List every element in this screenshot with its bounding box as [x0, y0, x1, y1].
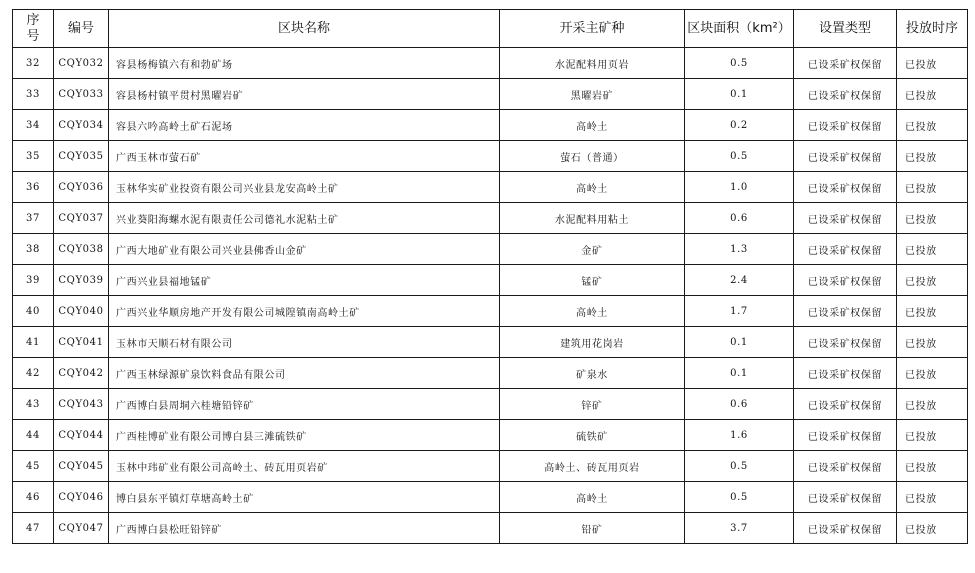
- cell-setting-type: 已设采矿权保留: [794, 234, 897, 265]
- cell-main-mineral: 水泥配料用页岩: [500, 48, 685, 79]
- cell-release-timing: 已投放: [897, 389, 968, 420]
- cell-block-name: 玉林中玮矿业有限公司高岭土、砖瓦用页岩矿: [109, 451, 500, 482]
- table-row: [13, 327, 968, 358]
- header-block-name: 区块名称: [109, 10, 500, 48]
- cell-serial-number: 38: [13, 234, 54, 265]
- table-row: [13, 265, 968, 296]
- cell-setting-type: 已设采矿权保留: [794, 389, 897, 420]
- cell-block-area: 0.5: [685, 48, 794, 79]
- cell-setting-type: 已设采矿权保留: [794, 296, 897, 327]
- cell-release-timing: 已投放: [897, 482, 968, 513]
- cell-block-name: 广西兴业县福地锰矿: [109, 265, 500, 296]
- cell-main-mineral: 高岭土: [500, 482, 685, 513]
- table-body: [13, 48, 968, 544]
- cell-block-name: 广西博白县松旺铅锌矿: [109, 513, 500, 544]
- cell-serial-number: 34: [13, 110, 54, 141]
- cell-block-name: 广西桂博矿业有限公司博白县三滩硫铁矿: [109, 420, 500, 451]
- cell-code: CQY046: [54, 482, 109, 513]
- table-row: [13, 141, 968, 172]
- cell-serial-number: 37: [13, 203, 54, 234]
- cell-block-area: 0.5: [685, 141, 794, 172]
- cell-serial-number: 32: [13, 48, 54, 79]
- cell-setting-type: 已设采矿权保留: [794, 451, 897, 482]
- cell-block-name: 广西兴业华顺房地产开发有限公司城隍镇南高岭土矿: [109, 296, 500, 327]
- cell-block-area: 0.6: [685, 389, 794, 420]
- cell-block-area: 1.3: [685, 234, 794, 265]
- cell-serial-number: 41: [13, 327, 54, 358]
- cell-serial-number: 39: [13, 265, 54, 296]
- cell-release-timing: 已投放: [897, 451, 968, 482]
- cell-main-mineral: 高岭土: [500, 110, 685, 141]
- cell-main-mineral: 铅矿: [500, 513, 685, 544]
- cell-main-mineral: 金矿: [500, 234, 685, 265]
- cell-main-mineral: 建筑用花岗岩: [500, 327, 685, 358]
- table-header: [13, 10, 968, 48]
- cell-block-name: 容县杨村镇平贯村黑曜岩矿: [109, 79, 500, 110]
- cell-main-mineral: 高岭土: [500, 296, 685, 327]
- cell-setting-type: 已设采矿权保留: [794, 172, 897, 203]
- table-row: [13, 48, 968, 79]
- table-row: [13, 358, 968, 389]
- cell-block-area: 0.5: [685, 451, 794, 482]
- table-row: [13, 451, 968, 482]
- table-row: [13, 513, 968, 544]
- cell-block-name: 玉林市天顺石材有限公司: [109, 327, 500, 358]
- cell-setting-type: 已设采矿权保留: [794, 327, 897, 358]
- cell-serial-number: 46: [13, 482, 54, 513]
- cell-code: CQY038: [54, 234, 109, 265]
- cell-main-mineral: 水泥配料用粘土: [500, 203, 685, 234]
- cell-release-timing: 已投放: [897, 79, 968, 110]
- cell-setting-type: 已设采矿权保留: [794, 48, 897, 79]
- cell-code: CQY044: [54, 420, 109, 451]
- cell-serial-number: 42: [13, 358, 54, 389]
- cell-code: CQY033: [54, 79, 109, 110]
- cell-block-area: 0.1: [685, 358, 794, 389]
- cell-code: CQY034: [54, 110, 109, 141]
- header-main-mineral: 开采主矿种: [500, 10, 685, 48]
- cell-code: CQY040: [54, 296, 109, 327]
- cell-block-name: 容县杨梅镇六有和勃矿场: [109, 48, 500, 79]
- cell-code: CQY037: [54, 203, 109, 234]
- cell-serial-number: 45: [13, 451, 54, 482]
- cell-setting-type: 已设采矿权保留: [794, 110, 897, 141]
- cell-code: CQY039: [54, 265, 109, 296]
- table-row: [13, 79, 968, 110]
- cell-main-mineral: 硫铁矿: [500, 420, 685, 451]
- cell-main-mineral: 黑曜岩矿: [500, 79, 685, 110]
- cell-setting-type: 已设采矿权保留: [794, 203, 897, 234]
- cell-block-name: 容县六吟高岭土矿石泥场: [109, 110, 500, 141]
- cell-setting-type: 已设采矿权保留: [794, 265, 897, 296]
- cell-block-area: 1.0: [685, 172, 794, 203]
- cell-serial-number: 33: [13, 79, 54, 110]
- mining-blocks-table: [12, 9, 968, 544]
- cell-code: CQY036: [54, 172, 109, 203]
- cell-main-mineral: 高岭土、砖瓦用页岩: [500, 451, 685, 482]
- cell-release-timing: 已投放: [897, 141, 968, 172]
- cell-release-timing: 已投放: [897, 296, 968, 327]
- cell-code: CQY032: [54, 48, 109, 79]
- header-row: [13, 10, 968, 48]
- cell-main-mineral: 矿泉水: [500, 358, 685, 389]
- cell-block-name: 广西玉林市萤石矿: [109, 141, 500, 172]
- cell-block-name: 广西大地矿业有限公司兴业县佛香山金矿: [109, 234, 500, 265]
- cell-code: CQY042: [54, 358, 109, 389]
- cell-release-timing: 已投放: [897, 110, 968, 141]
- cell-block-area: 0.1: [685, 327, 794, 358]
- cell-main-mineral: 高岭土: [500, 172, 685, 203]
- header-release-timing: 投放时序: [897, 10, 968, 48]
- cell-serial-number: 36: [13, 172, 54, 203]
- table-row: [13, 234, 968, 265]
- cell-block-area: 1.7: [685, 296, 794, 327]
- cell-release-timing: 已投放: [897, 420, 968, 451]
- cell-release-timing: 已投放: [897, 234, 968, 265]
- cell-release-timing: 已投放: [897, 358, 968, 389]
- cell-block-area: 0.2: [685, 110, 794, 141]
- cell-block-area: 0.1: [685, 79, 794, 110]
- cell-block-area: 1.6: [685, 420, 794, 451]
- cell-code: CQY041: [54, 327, 109, 358]
- cell-main-mineral: 锌矿: [500, 389, 685, 420]
- table-row: [13, 296, 968, 327]
- cell-block-area: 0.6: [685, 203, 794, 234]
- cell-setting-type: 已设采矿权保留: [794, 420, 897, 451]
- header-code: 编号: [54, 10, 109, 48]
- cell-serial-number: 44: [13, 420, 54, 451]
- cell-setting-type: 已设采矿权保留: [794, 79, 897, 110]
- cell-serial-number: 35: [13, 141, 54, 172]
- cell-release-timing: 已投放: [897, 513, 968, 544]
- table-row: [13, 110, 968, 141]
- table-row: [13, 482, 968, 513]
- cell-serial-number: 47: [13, 513, 54, 544]
- table-row: [13, 172, 968, 203]
- cell-code: CQY043: [54, 389, 109, 420]
- cell-main-mineral: 锰矿: [500, 265, 685, 296]
- cell-release-timing: 已投放: [897, 48, 968, 79]
- cell-block-name: 玉林华实矿业投资有限公司兴业县龙安高岭土矿: [109, 172, 500, 203]
- cell-setting-type: 已设采矿权保留: [794, 141, 897, 172]
- cell-setting-type: 已设采矿权保留: [794, 513, 897, 544]
- table-row: [13, 389, 968, 420]
- cell-release-timing: 已投放: [897, 265, 968, 296]
- cell-serial-number: 43: [13, 389, 54, 420]
- cell-release-timing: 已投放: [897, 172, 968, 203]
- cell-code: CQY045: [54, 451, 109, 482]
- cell-serial-number: 40: [13, 296, 54, 327]
- cell-block-name: 广西玉林绿源矿泉饮料食品有限公司: [109, 358, 500, 389]
- cell-code: CQY047: [54, 513, 109, 544]
- table-row: [13, 203, 968, 234]
- cell-block-name: 广西博白县周垌六桂塘铅锌矿: [109, 389, 500, 420]
- header-block-area: 区块面积（km²）: [685, 10, 794, 48]
- cell-block-name: 兴业葵阳海螺水泥有限责任公司德礼水泥粘土矿: [109, 203, 500, 234]
- header-serial-number: 序号: [13, 10, 54, 48]
- cell-main-mineral: 萤石（普通）: [500, 141, 685, 172]
- cell-block-name: 博白县东平镇灯草塘高岭土矿: [109, 482, 500, 513]
- table-row: [13, 420, 968, 451]
- cell-setting-type: 已设采矿权保留: [794, 358, 897, 389]
- cell-block-area: 3.7: [685, 513, 794, 544]
- cell-release-timing: 已投放: [897, 203, 968, 234]
- header-setting-type: 设置类型: [794, 10, 897, 48]
- cell-code: CQY035: [54, 141, 109, 172]
- cell-setting-type: 已设采矿权保留: [794, 482, 897, 513]
- cell-release-timing: 已投放: [897, 327, 968, 358]
- cell-block-area: 2.4: [685, 265, 794, 296]
- cell-block-area: 0.5: [685, 482, 794, 513]
